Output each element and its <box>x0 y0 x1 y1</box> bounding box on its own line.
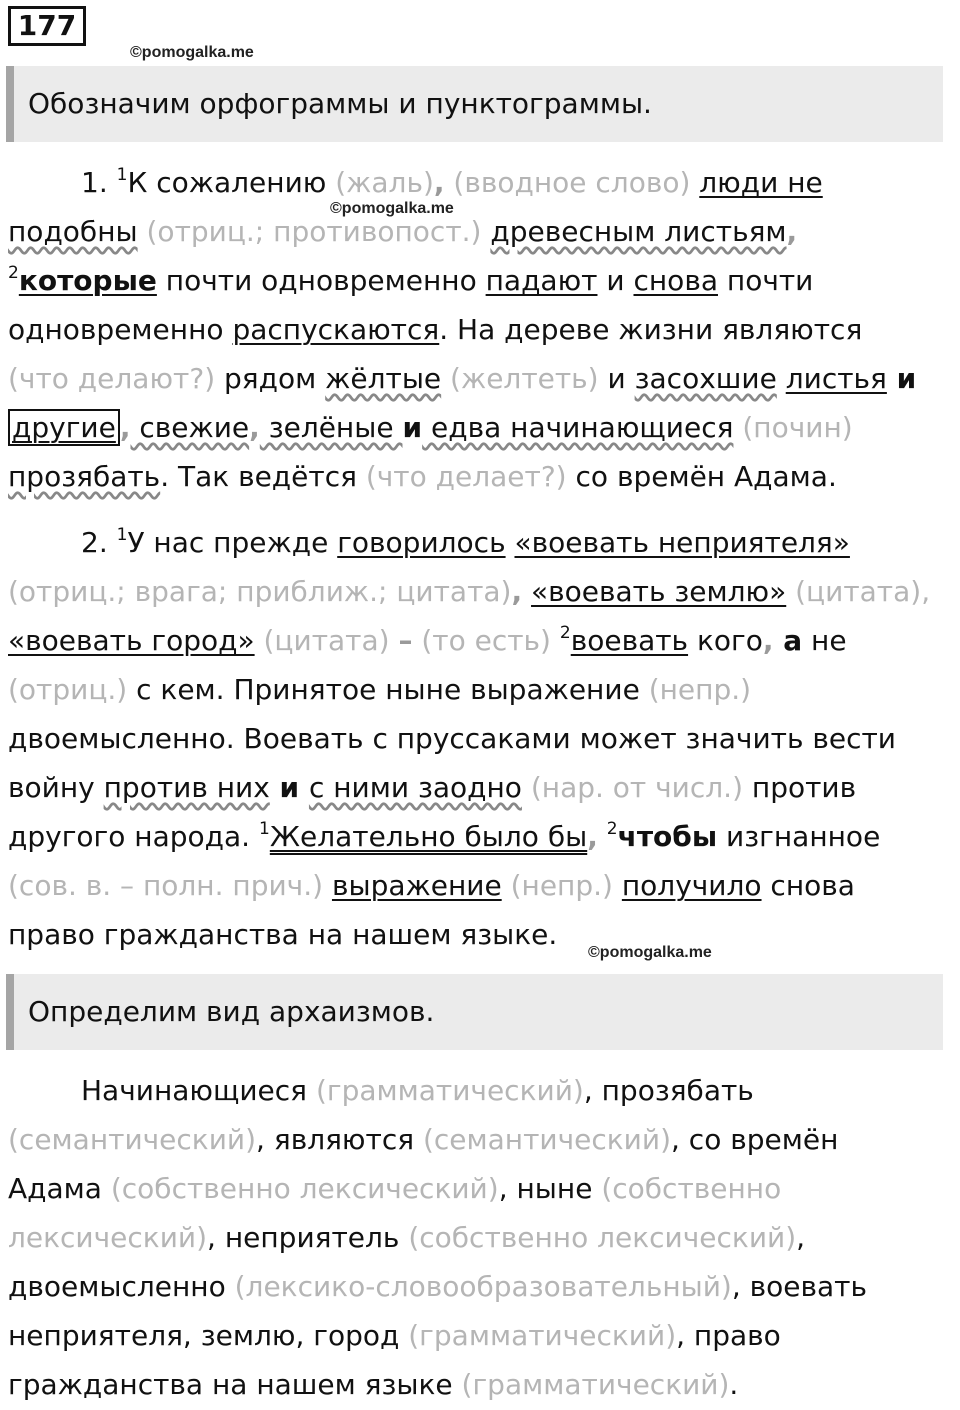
punctuation-mark: , <box>921 575 931 608</box>
underlined-word: подобны <box>8 215 138 248</box>
text-fragment <box>522 575 531 608</box>
text-line <box>8 452 958 501</box>
text-fragment: и <box>269 771 309 804</box>
underlined-word: «воевать землю» <box>531 575 787 608</box>
text-fragment: и <box>607 362 635 395</box>
text-fragment: . На дереве жизни являются <box>439 313 863 346</box>
text-fragment: . Так ведётся <box>160 460 357 493</box>
underlined-word: засохшие <box>634 362 777 395</box>
underlined-word: снова <box>633 264 718 297</box>
text-line <box>8 518 958 567</box>
text-fragment: , право <box>676 1319 781 1352</box>
text-fragment: почти <box>717 264 814 297</box>
text-fragment: двоемысленно. Воевать с пруссаками может значить вести <box>8 722 896 755</box>
underlined-word: едва начинающиеся <box>422 411 734 444</box>
text-fragment: Адама <box>8 1172 111 1205</box>
section-title-2: Определим вид архаизмов. <box>6 974 943 1050</box>
text-line <box>8 1066 958 1115</box>
text-line <box>8 665 958 714</box>
punctuation-mark: – <box>398 624 413 657</box>
text-line <box>8 763 958 812</box>
text-fragment: , воевать <box>731 1270 867 1303</box>
text-fragment: войну <box>8 771 104 804</box>
text-fragment: , неприятель <box>207 1221 409 1254</box>
text-fragment: рядом <box>215 362 326 395</box>
hint: (собственно <box>601 1172 782 1205</box>
text-line <box>8 812 958 861</box>
underlined-word: жёлтые <box>325 362 442 395</box>
punctuation-mark: , <box>119 411 131 444</box>
hint: (семантический) <box>8 1123 257 1156</box>
superscript: 1 <box>258 819 270 839</box>
text-line <box>8 1115 958 1164</box>
text-fragment: снова <box>761 869 855 902</box>
superscript: 1 <box>116 525 128 545</box>
underlined-word: падают <box>485 264 598 297</box>
underlined-word: выражение <box>331 869 502 902</box>
superscript: 1 <box>116 165 128 185</box>
punctuation-mark: , <box>249 411 260 444</box>
text-fragment: право гражданства на нашем языке. <box>8 918 558 951</box>
item-number: 2. <box>81 526 117 559</box>
exercise-number: 177 <box>8 6 86 46</box>
text-fragment: неприятеля, землю, город <box>8 1319 409 1352</box>
hint: (семантический) <box>422 1123 671 1156</box>
text-fragment: , <box>796 1221 806 1254</box>
text-line <box>8 158 958 207</box>
text-line <box>8 1311 958 1360</box>
text-fragment: чтобы <box>617 820 718 853</box>
underlined-word: свежие <box>130 411 250 444</box>
hint: (желтеть) <box>441 362 608 395</box>
text-fragment: , со времён <box>671 1123 839 1156</box>
watermark: ©pomogalka.me <box>588 944 712 961</box>
hint: (собственно лексический) <box>110 1172 499 1205</box>
text-fragment: , прозябать <box>583 1074 754 1107</box>
text-fragment: другого народа. <box>8 820 259 853</box>
text-fragment: почти одновременно <box>156 264 486 297</box>
hint: (грамматический) <box>315 1074 584 1107</box>
hint: (нар. от числ.) <box>521 771 752 804</box>
underlined-word: говорилось <box>337 526 506 559</box>
text-line <box>8 1164 958 1213</box>
text-fragment: а <box>773 624 803 657</box>
hint: (грамматический) <box>461 1368 730 1401</box>
text-fragment: Начинающиеся <box>81 1074 316 1107</box>
hint: (цитата) <box>786 575 922 608</box>
hint: (собственно лексический) <box>408 1221 797 1254</box>
text-fragment: У нас прежде <box>127 526 338 559</box>
punctuation-mark: , <box>511 575 523 608</box>
item-number: 1. <box>81 166 117 199</box>
watermark: ©pomogalka.me <box>130 44 254 61</box>
text-line <box>8 567 958 616</box>
underlined-word: «воевать неприятеля» <box>514 526 850 559</box>
text-line <box>8 256 958 305</box>
text-line <box>8 1262 958 1311</box>
text-line <box>8 1213 958 1262</box>
text-fragment: не <box>802 624 847 657</box>
paragraph-3 <box>8 1066 958 1409</box>
text-fragment: изгнанное <box>717 820 881 853</box>
punctuation-mark: , <box>433 166 445 199</box>
underlined-word: листья <box>785 362 887 395</box>
underlined-word: древесным листьям <box>490 215 787 248</box>
hint: (цитата) <box>254 624 399 657</box>
punctuation-mark: , <box>762 624 774 657</box>
hint: (почин) <box>733 411 853 444</box>
text-fragment: одновременно <box>8 313 233 346</box>
punctuation-mark: , <box>786 215 798 248</box>
text-fragment: , являются <box>256 1123 423 1156</box>
paragraph-2 <box>8 518 958 959</box>
underlined-word: которые <box>18 264 157 297</box>
hint: (непр.) <box>639 673 752 706</box>
text-line <box>8 910 958 959</box>
underlined-word: распускаются <box>232 313 440 346</box>
superscript: 2 <box>8 263 19 283</box>
text-fragment: К сожалению <box>127 166 327 199</box>
text-fragment: и <box>597 264 634 297</box>
hint: лексический) <box>8 1221 208 1254</box>
text-fragment: . <box>729 1368 739 1401</box>
text-line <box>8 714 958 763</box>
text-fragment <box>598 820 607 853</box>
text-line <box>8 207 958 256</box>
text-fragment <box>777 362 786 395</box>
underlined-word: зелёные <box>259 411 403 444</box>
text-line <box>8 403 958 452</box>
text-fragment: гражданства на нашем языке <box>8 1368 462 1401</box>
hint: (отриц.) <box>8 673 128 706</box>
text-line <box>8 305 958 354</box>
hint: (вводное слово) <box>444 166 700 199</box>
underlined-word: против них <box>103 771 270 804</box>
text-fragment: с кем. Принятое ныне выражение <box>127 673 640 706</box>
punctuation-mark: , <box>587 820 598 853</box>
text-line <box>8 861 958 910</box>
underlined-word: люди не <box>699 166 823 199</box>
hint: (отриц.; противопост.) <box>137 215 491 248</box>
hint: (что делает?) <box>356 460 576 493</box>
underlined-word: воевать <box>570 624 689 657</box>
watermark: ©pomogalka.me <box>330 200 454 217</box>
hint: (что делают?) <box>8 362 216 395</box>
text-line <box>8 354 958 403</box>
text-fragment: , ныне <box>498 1172 602 1205</box>
hint: (сов. в. – полн. прич.) <box>8 869 332 902</box>
text-fragment: двоемысленно <box>8 1270 235 1303</box>
underlined-word: Желательно было бы <box>269 820 588 853</box>
hint: (жаль) <box>326 166 434 199</box>
superscript: 2 <box>559 623 571 643</box>
hint: (отриц.; врага; приближ.; цитата) <box>8 575 512 608</box>
hint: (грамматический) <box>408 1319 677 1352</box>
text-line <box>8 616 958 665</box>
text-fragment: и <box>402 411 423 444</box>
text-fragment: против <box>751 771 857 804</box>
text-fragment: кого <box>688 624 763 657</box>
underlined-word: прозябать <box>8 460 161 493</box>
hint: (то есть) <box>412 624 560 657</box>
underlined-word: получило <box>621 869 762 902</box>
text-line <box>8 1360 958 1409</box>
hint: (непр.) <box>501 869 622 902</box>
text-fragment: со времён Адама. <box>575 460 837 493</box>
text-fragment: и <box>886 362 917 395</box>
paragraph-1 <box>8 158 958 501</box>
hint: (лексико-словообразовательный) <box>234 1270 732 1303</box>
underlined-word: «воевать город» <box>8 624 255 657</box>
underlined-word: с ними заодно <box>308 771 522 804</box>
section-title-1: Обозначим орфограммы и пунктограммы. <box>6 66 943 142</box>
superscript: 2 <box>606 819 618 839</box>
boxed-word: другие <box>8 409 120 446</box>
